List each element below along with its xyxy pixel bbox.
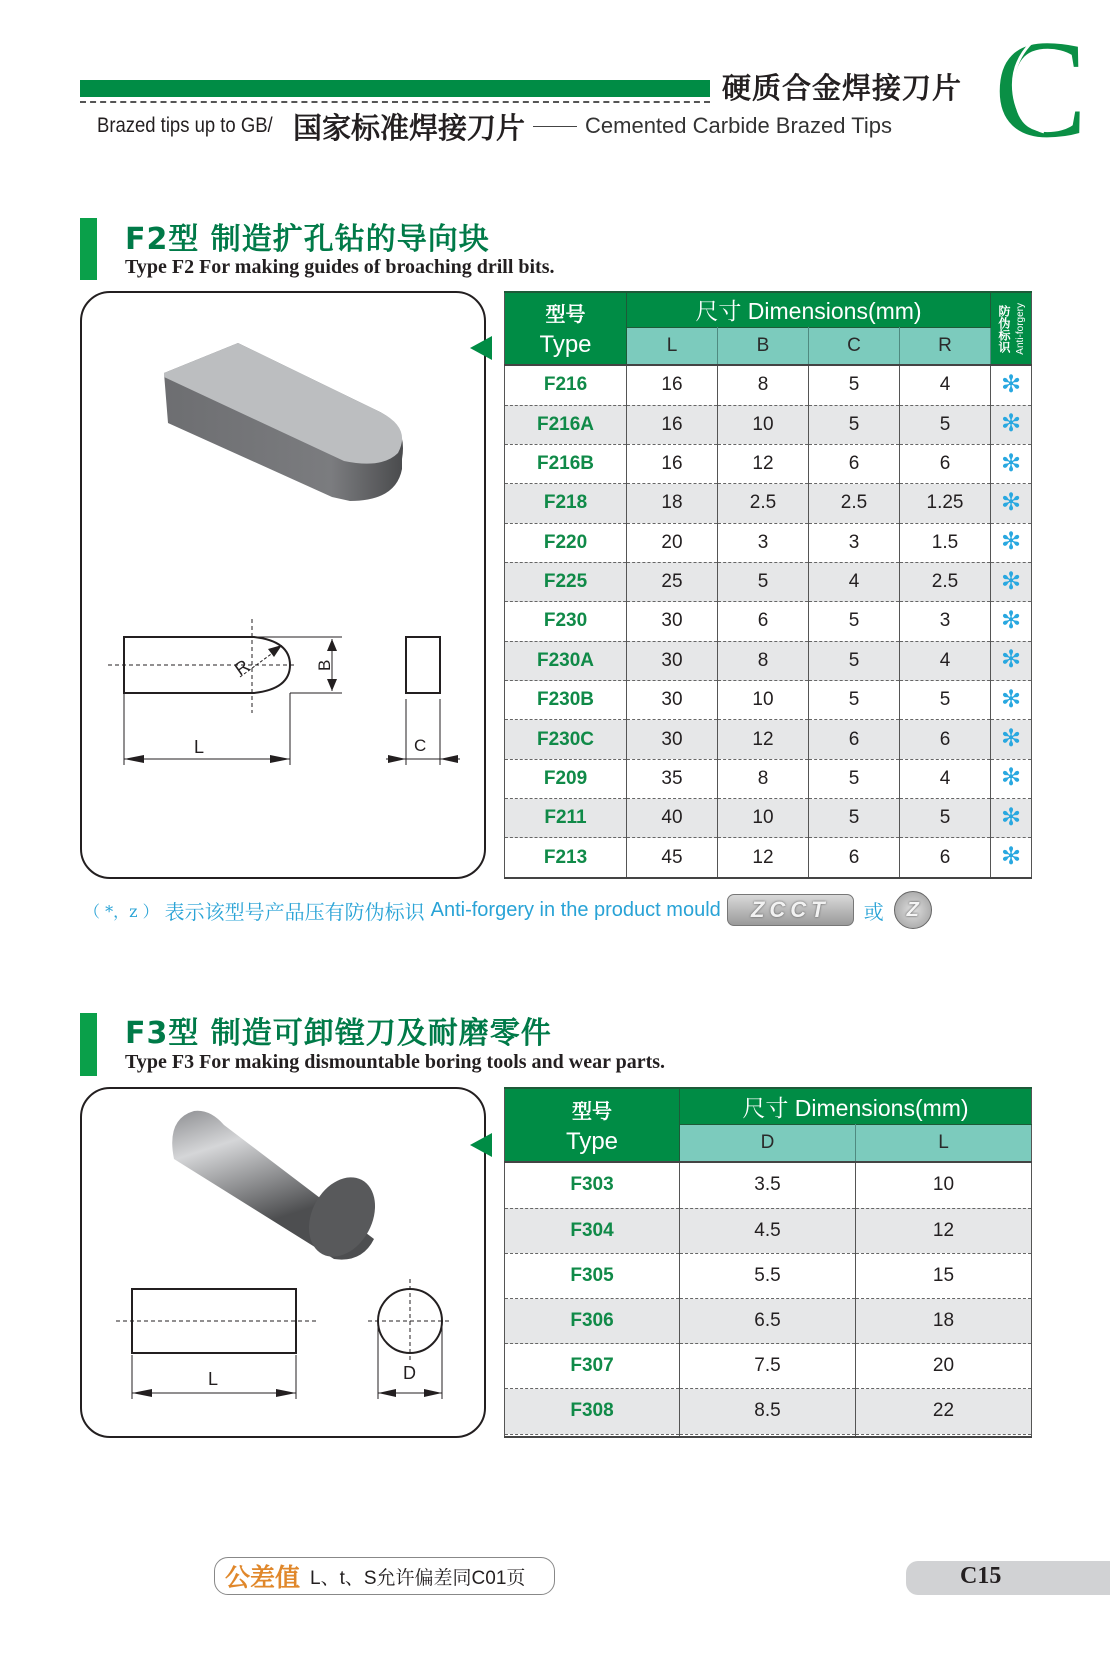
table-row: F305 5.5 15	[505, 1253, 1032, 1298]
header-dashed-rule	[80, 101, 710, 103]
subtitle-en: Cemented Carbide Brazed Tips	[585, 113, 892, 138]
tolerance-text: L、t、S允许偏差同C01页	[310, 1567, 526, 1589]
type-header: 型号 Type	[505, 1088, 680, 1162]
subtitle-dash	[533, 126, 577, 127]
dimensions-header: 尺寸 Dimensions(mm)	[627, 292, 991, 327]
col-header-r: R	[900, 327, 991, 365]
type-header: 型号 Type	[505, 292, 627, 365]
footnote-text-en: Anti-forgery in the product mould	[430, 898, 721, 921]
table-row: F209 35 8 5 4 ✻	[505, 759, 1032, 798]
dimensions-header: 尺寸 Dimensions(mm)	[680, 1088, 1032, 1124]
table-row: F303 3.5 10	[505, 1162, 1032, 1208]
subtitle-gb: Brazed tips up to GB/	[97, 114, 273, 137]
table-row: F225 25 5 4 2.5 ✻	[505, 562, 1032, 601]
col-header-d: D	[680, 1124, 856, 1162]
tolerance-note	[214, 1557, 555, 1595]
anti-forgery-star-icon: ✻	[1000, 449, 1022, 477]
table-row: F213 45 12 6 6 ✻	[505, 838, 1032, 878]
table-row-empty	[505, 1434, 1032, 1437]
f2-pointer-triangle-icon	[470, 336, 492, 360]
table-row: F304 4.5 12	[505, 1208, 1032, 1253]
f3-section-bar	[80, 1013, 97, 1076]
anti-forgery-header: 防伪标识 Anti-forgery	[991, 292, 1032, 365]
anti-forgery-star-icon: ✻	[1000, 803, 1022, 831]
zcct-logo-icon: ZCCT	[727, 894, 854, 926]
table-row: F230A 30 8 5 4 ✻	[505, 641, 1032, 680]
table-row: F308 8.5 22	[505, 1389, 1032, 1434]
anti-forgery-star-icon: ✻	[1000, 646, 1022, 674]
f2-keyblock-diagram	[82, 293, 484, 877]
footnote-symbols: （ *，z ）	[84, 901, 159, 921]
category-title: 硬质合金焊接刀片	[722, 71, 963, 105]
col-header-l: L	[627, 327, 718, 365]
f2-subtitle: Type F2 For making guides of broaching drill bits.	[125, 256, 555, 278]
anti-forgery-star-icon: ✻	[1000, 528, 1022, 556]
anti-forgery-star-icon: ✻	[1000, 567, 1022, 595]
f3-cylinder-diagram	[82, 1089, 484, 1436]
table-row: F218 18 2.5 2.5 1.25 ✻	[505, 484, 1032, 523]
f3-pointer-triangle-icon	[470, 1133, 492, 1157]
page-number-tab	[906, 1561, 1110, 1595]
svg-text:C: C	[994, 24, 1088, 146]
col-header-b: B	[718, 327, 809, 365]
f2-spec-table	[504, 291, 1032, 879]
table-row: F230C 30 12 6 6 ✻	[505, 720, 1032, 759]
f2-section-bar	[80, 218, 97, 280]
r-label: R	[230, 655, 253, 680]
col-header-l: L	[856, 1124, 1032, 1162]
anti-forgery-footnote	[84, 892, 932, 928]
f3-d-label: D	[403, 1363, 416, 1383]
f2-title: F2型 制造扩孔钻的导向块	[125, 222, 490, 257]
table-row: F216A 16 10 5 5 ✻	[505, 405, 1032, 444]
header-subtitle	[97, 107, 892, 145]
f2-diagram-box	[80, 291, 486, 879]
table-row: F220 20 3 3 1.5 ✻	[505, 523, 1032, 562]
table-row: F230B 30 10 5 5 ✻	[505, 681, 1032, 720]
page-number: C15	[960, 1563, 1002, 1589]
f3-subtitle: Type F3 For making dismountable boring tools and wear parts.	[125, 1051, 666, 1073]
c-label: C	[414, 736, 427, 755]
f3-diagram-box	[80, 1087, 486, 1438]
table-row: F216 16 8 5 4 ✻	[505, 365, 1032, 405]
f3-spec-table	[504, 1087, 1032, 1438]
z-logo-icon: Z	[894, 891, 932, 929]
f3-l-label: L	[208, 1369, 219, 1389]
chapter-c-logo-icon	[992, 24, 1092, 146]
table-row: F230 30 6 5 3 ✻	[505, 602, 1032, 641]
footnote-text-cn: 表示该型号产品压有防伪标识	[164, 901, 425, 924]
table-row: F211 40 10 5 5 ✻	[505, 799, 1032, 838]
header-green-bar	[80, 80, 710, 97]
anti-forgery-star-icon: ✻	[1000, 410, 1022, 438]
tolerance-label: 公差值	[225, 1563, 301, 1592]
l-label: L	[194, 737, 205, 757]
anti-forgery-star-icon: ✻	[1000, 685, 1022, 713]
anti-forgery-star-icon: ✻	[1000, 488, 1022, 516]
f3-title: F3型 制造可卸镗刀及耐磨零件	[125, 1016, 552, 1051]
col-header-c: C	[809, 327, 900, 365]
anti-forgery-star-icon: ✻	[1000, 370, 1022, 398]
footnote-or: 或	[863, 901, 884, 924]
anti-forgery-star-icon: ✻	[1000, 843, 1022, 871]
table-row: F307 7.5 20	[505, 1344, 1032, 1389]
anti-forgery-star-icon: ✻	[1000, 725, 1022, 753]
subtitle-cn: 国家标准焊接刀片	[293, 110, 526, 145]
table-row: F216B 16 12 6 6 ✻	[505, 444, 1032, 483]
b-label: B	[315, 659, 334, 671]
table-row: F306 6.5 18	[505, 1299, 1032, 1344]
anti-forgery-star-icon: ✻	[1000, 764, 1022, 792]
anti-forgery-star-icon: ✻	[1000, 606, 1022, 634]
